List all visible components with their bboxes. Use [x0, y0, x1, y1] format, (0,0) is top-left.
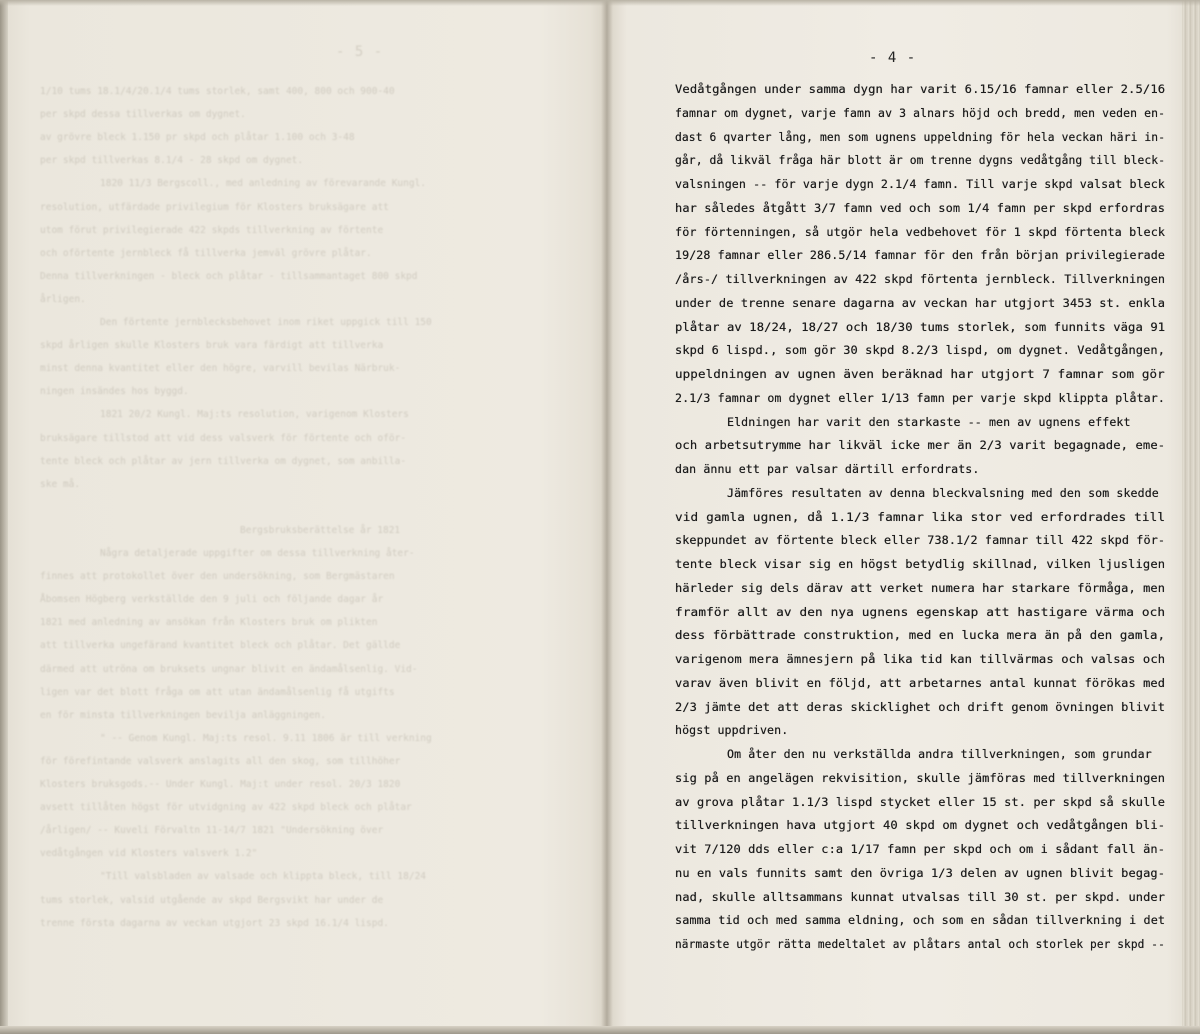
text-line: vid gamla ugnen, då 1.1/3 famnar lika stor ved erfordrades till	[675, 509, 1166, 524]
bleed-through-line: per skpd dessa tillverkas om dygnet.	[40, 109, 246, 121]
bleed-through-line: av grövre bleck 1.150 pr skpd och plåtar 1.100 och 3-48	[40, 132, 355, 144]
bleed-through-line: Denna tillverkningen - bleck och plåtar - tillsammantaget 800 skpd	[40, 270, 418, 282]
bleed-through-line: 1821 20/2 Kungl. Maj:ts resolution, varigenom Klosters	[100, 409, 409, 421]
text-line: samma tid och med samma eldning, och som en sådan tillverkning i det	[675, 913, 1166, 928]
right-page-number: - 4 -	[869, 50, 917, 66]
bleed-through-line: ligen var det blott fråga om att utan ändamålsenlig få utgifts	[40, 686, 395, 698]
bleed-through-line: finnes att protokollet över den undersökning, som Bergmästaren	[40, 571, 395, 583]
text-line: tente bleck visar sig en högst betydlig skillnad, vilken ljusligen	[675, 557, 1166, 571]
text-line: famnar om dygnet, varje famn av 3 alnars höjd och bredd, men veden en-	[675, 105, 1166, 120]
left-page-number: - 5 -	[336, 44, 384, 60]
bleed-through-line: bruksägare tillstod att vid dess valsverk för förtente och oför-	[40, 432, 407, 444]
bleed-through-line: för förefintande valsverk anslagits all den skog, som tillhöher	[40, 755, 401, 767]
text-line: Eldningen har varit den starkaste -- men av ugnens effekt	[727, 414, 1131, 429]
bleed-through-line: tums storlek, valsid utgående av skpd Bergsvikt har under de	[40, 894, 384, 906]
text-line: skpd 6 lispd., som gör 30 skpd 8.2/3 lispd, om dygnet. Vedåtgången,	[675, 343, 1166, 358]
text-line: Vedåtgången under samma dygn har varit 6.15/16 famnar eller 2.5/16	[675, 82, 1166, 96]
right-edge-pages	[1182, 0, 1200, 1034]
bleed-through-line: årligen.	[40, 293, 86, 305]
text-line: valsningen -- för varje dygn 2.1/4 famn. Till varje skpd valsat bleck	[675, 177, 1165, 191]
text-line: plåtar av 18/24, 18/27 och 18/30 tums storlek, som funnits väga 91	[675, 319, 1166, 334]
bleed-through-line: tente bleck och plåtar av jern tillverka om dygnet, som anbilla-	[40, 455, 407, 467]
text-line: skeppundet av förtente bleck eller 738.1/2 famnar till 422 skpd för-	[675, 533, 1166, 548]
text-line: /års-/ tillverkningen av 422 skpd förtenta jernbleck. Tillverkningen	[675, 272, 1166, 286]
bleed-through-line: och oförtente jernbleck få tillverka jemväl grövre plåtar.	[40, 247, 372, 259]
text-line: tillverkningen hava utgjort 40 skpd om dygnet och vedåtgången bli-	[675, 818, 1166, 833]
text-line: sig på en angelägen rekvisition, skulle jämföras med tillverkningen	[675, 770, 1166, 785]
text-line: vit 7/120 dds eller c:a 1/17 famn per skpd och om i sådant fall än-	[675, 842, 1166, 856]
bleed-through-line: ningen insändes hos byggd.	[40, 386, 189, 398]
text-line: nu en vals funnits samt den övriga 1/3 delen av ugnen blivit begag-	[675, 865, 1166, 880]
bleed-through-line: Bergsbruksberättelse år 1821	[240, 524, 401, 536]
bleed-through-line: minst denna kvantitet eller den högre, varvill bevilas Närbruk-	[40, 363, 401, 375]
bleed-through-line: trenne första dagarna av veckan utgjort 23 skpd 16.1/4 lispd.	[40, 917, 389, 929]
text-line: 19/28 famnar eller 286.5/14 famnar för den från början privilegierade	[675, 248, 1165, 263]
text-line: nad, skulle alltsammans kunnat utvalsas till 30 st. per skpd. under	[675, 889, 1166, 904]
text-line: närmaste utgör rätta medeltalet av plåtars antal och storlek per skpd --	[675, 937, 1165, 951]
bleed-through-line: " -- Genom Kungl. Maj:ts resol. 9.11 1806 är till verkning	[100, 732, 432, 744]
text-line: 2.1/3 famnar om dygnet eller 1/13 famn per varje skpd klippta plåtar.	[675, 390, 1165, 405]
bleed-through-line: Några detaljerade uppgifter om dessa tillverkning åter-	[100, 548, 415, 559]
bleed-through-line: skpd årligen skulle Klosters bruk vara färdigt att tillverka	[40, 340, 384, 352]
bleed-through-line: Åbomsen Högberg verkställde den 9 juli och följande dagar år	[40, 594, 384, 606]
text-line: går, då likväl fråga här blott är om trenne dygns vedåtgång till bleck-	[675, 153, 1166, 168]
left-edge-shadow	[0, 0, 8, 1034]
bleed-through-line: /årligen/ -- Kuveli Förvaltn 11-14/7 1821 "Undersökning över	[40, 825, 384, 837]
book-gutter	[601, 0, 613, 1034]
text-line: härleder sig dels därav att verket numera har starkare förmåga, men	[675, 580, 1166, 595]
bleed-through-line: en för minsta tillverkningen bevilja anläggningen.	[40, 709, 326, 721]
bleed-through-line: 1820 11/3 Bergscoll., med anledning av förevarande Kungl.	[100, 178, 427, 190]
bottom-edge-shadow	[0, 1026, 1200, 1034]
bleed-through-line: utom förut privilegierade 422 skpds tillverkning av förtente	[40, 224, 384, 236]
text-line: uppeldningen av ugnen även beräknad har utgjort 7 famnar som gör	[675, 367, 1165, 381]
bleed-through-line: "Till valsbladen av valsade och klippta bleck, till 18/24	[100, 871, 427, 883]
bleed-through-line: därmed att utröna om bruksets ungnar blivit en ändamålsenlig. Vid-	[40, 663, 418, 675]
text-line: Jämföres resultaten av denna bleckvalsning med den som skedde	[727, 485, 1159, 500]
right-page	[607, 0, 1200, 1034]
text-line: under de trenne senare dagarna av veckan har utgjort 3453 st. enkla	[675, 295, 1166, 310]
bleed-through-line: ske må.	[40, 478, 81, 490]
text-line: dast 6 qvarter lång, men som ugnens uppeldning för hela veckan häri in-	[675, 129, 1166, 144]
text-line: högst uppdriven.	[675, 723, 789, 738]
bleed-through-line: 1821 med anledning av ansökan från Klosters bruk om plikten	[40, 617, 378, 629]
bleed-through-line: 1/10 tums 18.1/4/20.1/4 tums storlek, samt 400, 800 och 900-40	[40, 86, 395, 97]
bleed-through-line: att tillverka ungefärand kvantitet bleck och plåtar. Det gällde	[40, 640, 401, 652]
text-line: dess förbättrade construktion, med en lucka mera än på den gamla,	[675, 628, 1166, 643]
text-line: Om åter den nu verkställda andra tillverkningen, som grundar	[727, 747, 1152, 761]
bleed-through-line: resolution, utfärdade privilegium för Klosters bruksägare att	[40, 201, 389, 213]
bleed-through-line: vedåtgången vid Klosters valsverk 1.2"	[40, 848, 258, 860]
bleed-through-line: per skpd tillverkas 8.1/4 - 28 skpd om dygnet.	[40, 155, 304, 167]
text-line: har således åtgått 3/7 famn ved och som 1/4 famn per skpd erfordras	[675, 200, 1166, 215]
bleed-through-line: Klosters bruksgods.-- Under Kungl. Maj:t under resol. 20/3 1820	[40, 779, 401, 790]
top-edge-shadow	[0, 0, 1200, 6]
text-line: framför allt av den nya ugnens egenskap att hastigare värma och	[675, 604, 1166, 619]
text-line: dan ännu ett par valsar därtill erfordrats.	[675, 462, 980, 476]
text-line: för förtenningen, så utgör hela vedbehovet för 1 skpd förtenta bleck	[675, 224, 1166, 239]
text-line: och arbetsutrymme har likväl icke mer än 2/3 varit begagnade, eme-	[675, 438, 1166, 453]
bleed-through-line: Den förtente jernblecksbehovet inom riket uppgick till 150	[100, 317, 432, 328]
text-line: av grova plåtar 1.1/3 lispd stycket eller 15 st. per skpd så skulle	[675, 794, 1166, 809]
text-line: varav även blivit en följd, att arbetarnes antal kunnat förökas med	[675, 675, 1166, 690]
bleed-through-line: avsett tillåten högst för utvidgning av 422 skpd bleck och plåtar	[40, 802, 412, 814]
text-line: 2/3 jämte det att deras skicklighet och drift genom övningen blivit	[675, 699, 1166, 714]
text-line: varigenom mera ämnesjern på lika tid kan tillvärmas och valsas och	[675, 652, 1166, 666]
